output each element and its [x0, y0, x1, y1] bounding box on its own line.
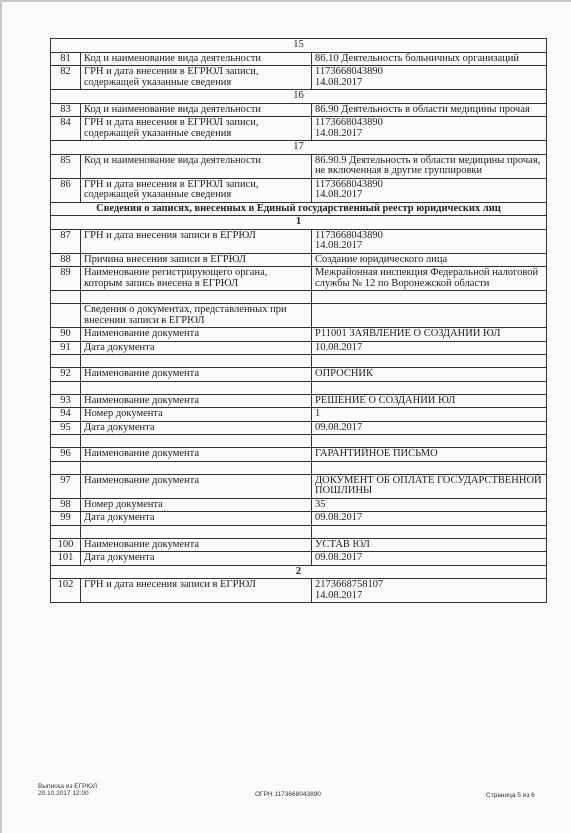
empty-cell	[81, 355, 312, 368]
section-header: 16	[51, 90, 547, 104]
table-row	[51, 394, 547, 408]
row-number: 97	[51, 474, 81, 498]
footer-page-number: Страница 5 из 6	[486, 792, 535, 799]
row-number	[51, 304, 81, 328]
table-row	[51, 512, 547, 526]
field-label: ГРН и дата внесения в ЕГРЮЛ записи, содержащей указанные сведения	[81, 66, 312, 90]
field-label: Номер документа	[81, 408, 312, 422]
table-row	[51, 498, 547, 512]
spacer-row	[51, 525, 547, 538]
field-label: Наименование документа	[81, 448, 312, 462]
section-header: Сведения о записях, внесенных в Единый государственный реестр юридических лиц	[51, 202, 547, 216]
field-label: Дата документа	[81, 421, 312, 435]
row-number: 89	[51, 267, 81, 291]
field-label: Наименование документа	[81, 394, 312, 408]
field-value: 86.90.9 Деятельность в области медицины прочая, не включенная в другие группировки	[312, 154, 547, 178]
row-number: 98	[51, 498, 81, 512]
row-number: 102	[51, 579, 81, 603]
empty-cell	[51, 525, 81, 538]
field-value: ГАРАНТИЙНОЕ ПИСЬМО	[312, 448, 547, 462]
field-label: Код и наименование вида деятельности	[81, 52, 312, 66]
empty-cell	[51, 461, 81, 474]
row-number: 81	[51, 52, 81, 66]
section-header: 17	[51, 141, 547, 155]
field-value: 2173668758107 14.08.2017	[312, 579, 547, 603]
empty-cell	[312, 381, 547, 394]
row-number: 96	[51, 448, 81, 462]
table-row	[51, 267, 547, 291]
field-value: 1173668043890 14.08.2017	[312, 117, 547, 141]
field-value: 10.08.2017	[312, 341, 547, 355]
empty-cell	[312, 355, 547, 368]
field-value: 09.08.2017	[312, 552, 547, 566]
field-label: Код и наименование вида деятельности	[81, 154, 312, 178]
field-value: 86.10 Деятельность больничных организаций	[312, 52, 547, 66]
row-number: 87	[51, 229, 81, 253]
table-row	[51, 229, 547, 253]
table-row	[51, 178, 547, 202]
field-label: Наименование документа	[81, 474, 312, 498]
field-value: 09.08.2017	[312, 512, 547, 526]
section-header: 1	[51, 216, 547, 230]
field-label: ГРН и дата внесения записи в ЕГРЮЛ	[81, 579, 312, 603]
row-number: 99	[51, 512, 81, 526]
row-number: 95	[51, 421, 81, 435]
empty-cell	[81, 525, 312, 538]
table-row	[51, 117, 547, 141]
field-value: 1173668043890 14.08.2017	[312, 178, 547, 202]
table-row	[51, 52, 547, 66]
field-label: Наименование документа	[81, 328, 312, 342]
field-label: ГРН и дата внесения в ЕГРЮЛ записи, содержащей указанные сведения	[81, 178, 312, 202]
field-value: ОПРОСНИК	[312, 368, 547, 382]
empty-cell	[51, 381, 81, 394]
section-header-row	[51, 90, 547, 104]
table-row	[51, 421, 547, 435]
footer-datetime: 20.10.2017 12:00	[38, 790, 89, 797]
row-number: 82	[51, 66, 81, 90]
row-number: 92	[51, 368, 81, 382]
row-number: 84	[51, 117, 81, 141]
field-value: РЕШЕНИЕ О СОЗДАНИИ ЮЛ	[312, 394, 547, 408]
table-row	[51, 154, 547, 178]
field-label: ГРН и дата внесения записи в ЕГРЮЛ	[81, 229, 312, 253]
empty-cell	[51, 355, 81, 368]
field-value: ДОКУМЕНТ ОБ ОПЛАТЕ ГОСУДАРСТВЕННОЙ ПОШЛИНЫ	[312, 474, 547, 498]
spacer-row	[51, 381, 547, 394]
field-label: Номер документа	[81, 498, 312, 512]
table-row	[51, 448, 547, 462]
field-label: Наименование документа	[81, 538, 312, 552]
footer-doc-title: Выписка из ЕГРЮЛ	[38, 783, 97, 790]
table-row	[51, 66, 547, 90]
section-header: 15	[51, 39, 547, 53]
egrul-extract-table	[50, 38, 547, 603]
table-row	[51, 341, 547, 355]
field-label: Наименование документа	[81, 368, 312, 382]
row-number: 93	[51, 394, 81, 408]
field-label: Дата документа	[81, 512, 312, 526]
empty-cell	[312, 291, 547, 304]
row-number: 83	[51, 103, 81, 117]
field-value: 1173668043890 14.08.2017	[312, 229, 547, 253]
section-header-row	[51, 216, 547, 230]
field-label: Код и наименование вида деятельности	[81, 103, 312, 117]
table-row	[51, 103, 547, 117]
table-row	[51, 408, 547, 422]
section-header-row	[51, 202, 547, 216]
field-label: Наименование регистрирующего органа, которым запись внесена в ЕГРЮЛ	[81, 267, 312, 291]
empty-cell	[81, 461, 312, 474]
table-row	[51, 579, 547, 603]
empty-cell	[312, 525, 547, 538]
table-row	[51, 328, 547, 342]
field-value: УСТАВ ЮЛ	[312, 538, 547, 552]
field-value: 86.90 Деятельность в области медицины прочая	[312, 103, 547, 117]
scan-edge-left	[0, 0, 2, 833]
empty-cell	[81, 435, 312, 448]
field-value: Создание юридического лица	[312, 253, 547, 267]
field-value: 1173668043890 14.08.2017	[312, 66, 547, 90]
empty-cell	[312, 435, 547, 448]
field-value: 1	[312, 408, 547, 422]
empty-cell	[81, 291, 312, 304]
table-row	[51, 538, 547, 552]
empty-cell	[51, 435, 81, 448]
empty-cell	[312, 461, 547, 474]
empty-cell	[81, 381, 312, 394]
field-label: ГРН и дата внесения в ЕГРЮЛ записи, содержащей указанные сведения	[81, 117, 312, 141]
table-row	[51, 552, 547, 566]
row-number: 86	[51, 178, 81, 202]
row-number: 94	[51, 408, 81, 422]
row-number: 88	[51, 253, 81, 267]
field-value: 35	[312, 498, 547, 512]
section-header: 2	[51, 565, 547, 579]
spacer-row	[51, 461, 547, 474]
row-number: 100	[51, 538, 81, 552]
field-value: Межрайонная инспекция Федеральной налоговой службы № 12 по Воронежской области	[312, 267, 547, 291]
field-label: Дата документа	[81, 341, 312, 355]
spacer-row	[51, 435, 547, 448]
table-row	[51, 474, 547, 498]
scan-edge-top	[0, 0, 571, 2]
section-header-row	[51, 565, 547, 579]
row-number: 101	[51, 552, 81, 566]
field-value: Р11001 ЗАЯВЛЕНИЕ О СОЗДАНИИ ЮЛ	[312, 328, 547, 342]
field-value: 09.08.2017	[312, 421, 547, 435]
row-number: 90	[51, 328, 81, 342]
field-label: Дата документа	[81, 552, 312, 566]
row-number: 91	[51, 341, 81, 355]
row-number: 85	[51, 154, 81, 178]
footer-left	[38, 783, 97, 797]
section-header-row	[51, 39, 547, 53]
spacer-row	[51, 291, 547, 304]
empty-cell	[51, 291, 81, 304]
table-row	[51, 368, 547, 382]
field-label: Сведения о документах, представленных при внесении записи в ЕГРЮЛ	[81, 304, 312, 328]
field-value	[312, 304, 547, 328]
field-label: Причина внесения записи в ЕГРЮЛ	[81, 253, 312, 267]
table-row	[51, 304, 547, 328]
section-header-row	[51, 141, 547, 155]
table-row	[51, 253, 547, 267]
footer-ogrn: ОГРН 1173668043890	[255, 791, 321, 798]
spacer-row	[51, 355, 547, 368]
